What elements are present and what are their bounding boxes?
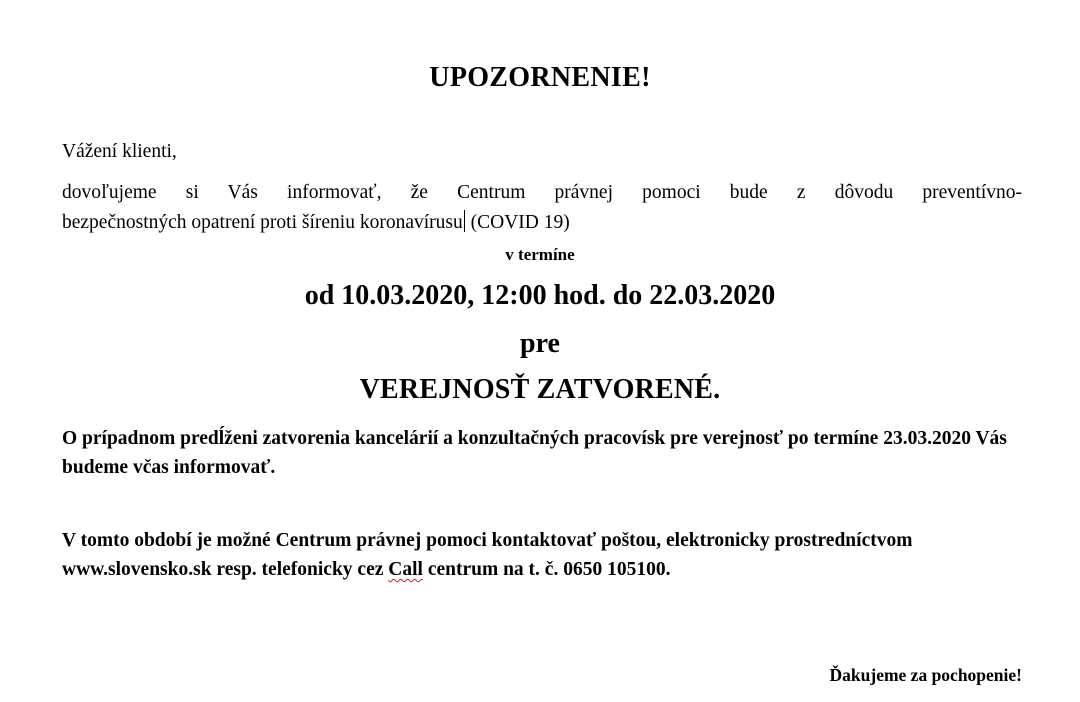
contact-paragraph xyxy=(62,526,1022,584)
term-label: v termíne xyxy=(505,245,575,264)
pre-label: pre xyxy=(520,328,560,359)
text-cursor xyxy=(464,210,465,232)
closure-dates: od 10.03.2020, 12:00 hod. do 22.03.2020 xyxy=(304,280,776,311)
intro-paragraph xyxy=(62,178,1022,238)
spellcheck-word: Call xyxy=(388,559,423,580)
intro-line-2-text: bezpečnostných opatrení proti šíreniu koronavírusu xyxy=(62,212,463,233)
contact-text-tail: centrum na t. č. 0650 105100. xyxy=(422,559,671,580)
contact-text: V tomto období je možné Centrum právnej pomoci kontaktovať poštou, elektronicky prostredníctvom www.slovensko.sk resp. telefonicky cez xyxy=(62,530,913,580)
closed-notice: VEREJNOSŤ ZATVORENÉ. xyxy=(359,374,721,405)
thanks-note: Ďakujeme za pochopenie! xyxy=(829,665,1022,685)
intro-line-1: dovoľujeme si Vás informovať, že Centrum právnej pomoci bude z dôvodu preventívno- xyxy=(62,182,1022,203)
intro-line-2-tail: (COVID 19) xyxy=(465,212,570,233)
greeting: Vážení klienti, xyxy=(62,141,177,162)
notice-title: UPOZORNENIE! xyxy=(429,62,651,93)
extension-paragraph: O prípadnom predĺženi zatvorenia kancelárií a konzultačných pracovísk pre verejnosť po termíne 23.03.2020 Vás budeme včas informovať. xyxy=(62,428,1007,478)
intro-line-2 xyxy=(62,208,1022,238)
